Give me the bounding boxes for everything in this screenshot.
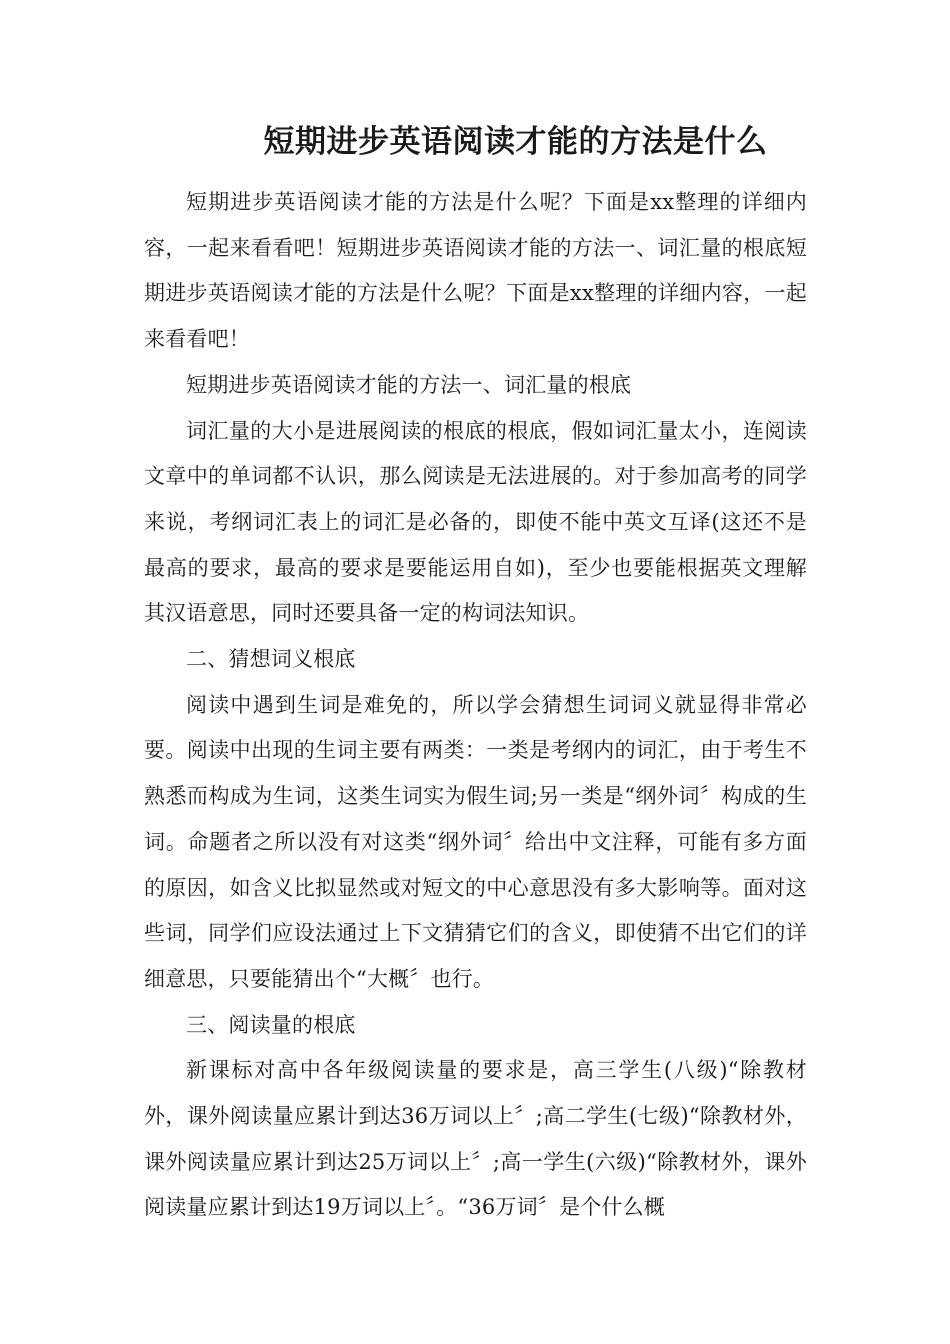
document-body <box>144 180 807 1231</box>
paragraph-heading-1: 短期进步英语阅读才能的方法一、词汇量的根底 <box>186 372 632 397</box>
paragraph-vocabulary: 词汇量的大小是进展阅读的根底的根底，假如词汇量太小，连阅读文章中的单词都不认识，那么阅读是无法进展的。对于参加高考的同学来说，考纲词汇表上的词汇是必备的，即使不能中英文互译(这还不是最高的要求，最高的要求是要能运用自如)，至少也要能根据英文理解其汉语意思，同时还要具备一定的构词法知识。 <box>144 418 807 626</box>
paragraph-guessing: 阅读中遇到生词是难免的，所以学会猜想生词词义就显得非常必要。阅读中出现的生词主要有两类：一类是考纲内的词汇，由于考生不熟悉而构成为生词，这类生词实为假生词;另一类是“纲外词〞构成的生词。命题者之所以没有对这类“纲外词〞给出中文注释，可能有多方面的原因，如含义比拟显然或对短文的中心意思没有多大影响等。面对这些词，同学们应设法通过上下文猜猜它们的含义，即使猜不出它们的详细意思，只要能猜出个“大概〞也行。 <box>144 692 807 991</box>
paragraph-reading-volume: 新课标对高中各年级阅读量的要求是，高三学生(八级)“除教材外，课外阅读量应累计到达36万词以上〞;高二学生(七级)“除教材外，课外阅读量应累计到达25万词以上〞;高一学生(六级)“除教材外，课外阅读量应累计到达19万词以上〞。“36万词〞是个什么概 <box>144 1058 807 1220</box>
paragraph-heading-3: 三、阅读量的根底 <box>186 1012 356 1037</box>
paragraph-intro: 短期进步英语阅读才能的方法是什么呢？下面是xx整理的详细内容，一起来看看吧！短期进步英语阅读才能的方法一、词汇量的根底短期进步英语阅读才能的方法是什么呢？下面是xx整理的详细内容，一起来看看吧！ <box>144 190 807 352</box>
document-title: 短期进步英语阅读才能的方法是什么 <box>263 124 768 160</box>
paragraph-heading-2: 二、猜想词义根底 <box>186 647 356 672</box>
